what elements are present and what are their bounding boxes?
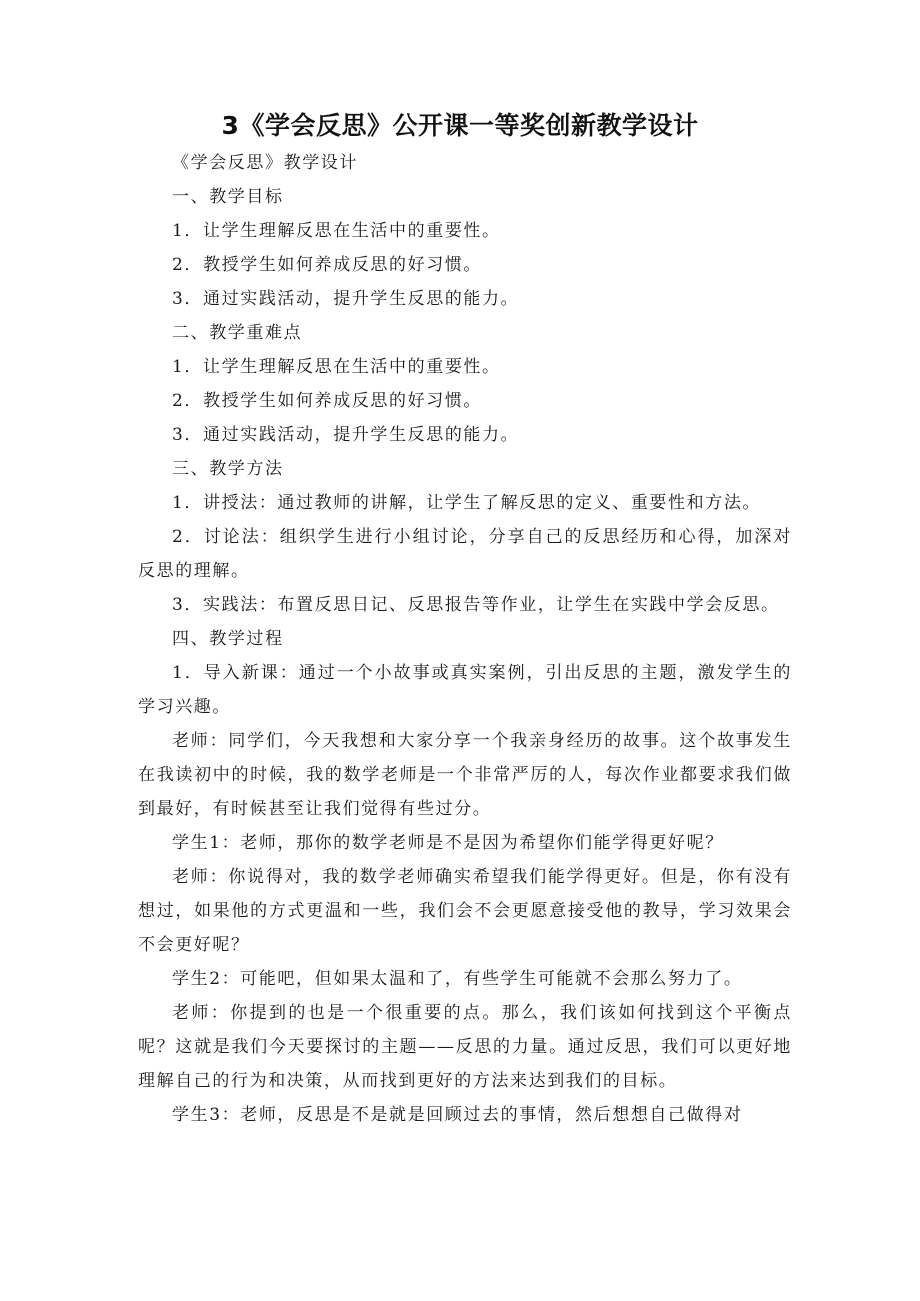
section-heading-objectives: 一、教学目标 [172,187,284,207]
method-item: 3．实践法：布置反思日记、反思报告等作业，让学生在实践中学会反思。 [172,595,780,615]
dialogue-paragraph: 学生3：老师，反思是不是就是回顾过去的事情，然后想想自己做得对 [172,1105,743,1125]
method-item: 1．讲授法：通过教师的讲解，让学生了解反思的定义、重要性和方法。 [172,493,762,513]
method-item: 2．讨论法：组织学生进行小组讨论，分享自己的反思经历和心得，加深对反思的理解。 [138,527,792,581]
process-item: 1．导入新课：通过一个小故事或真实案例，引出反思的主题，激发学生的学习兴趣。 [138,663,792,717]
objective-item: 2．教授学生如何养成反思的好习惯。 [172,255,483,275]
section-heading-process: 四、教学过程 [172,629,284,649]
key-point-item: 3．通过实践活动，提升学生反思的能力。 [172,425,520,445]
dialogue-paragraph: 老师：你说得对，我的数学老师确实希望我们能学得更好。但是，你有没有想过，如果他的方式更温和一些，我们会不会更愿意接受他的教导，学习效果会不会更好呢？ [138,867,792,955]
objective-item: 1．让学生理解反思在生活中的重要性。 [172,221,501,241]
key-point-item: 2．教授学生如何养成反思的好习惯。 [172,391,483,411]
dialogue-paragraph: 老师：同学们，今天我想和大家分享一个我亲身经历的故事。这个故事发生在我读初中的时候，我的数学老师是一个非常严厉的人，每次作业都要求我们做到最好，有时候甚至让我们觉得有些过分。 [138,731,792,819]
dialogue-paragraph: 学生2：可能吧，但如果太温和了，有些学生可能就不会那么努力了。 [172,969,743,989]
document-body [138,146,792,1132]
doc-subtitle: 《学会反思》教学设计 [172,153,358,173]
key-point-item: 1．让学生理解反思在生活中的重要性。 [172,357,501,377]
objective-item: 3．通过实践活动，提升学生反思的能力。 [172,289,520,309]
dialogue-paragraph: 学生1：老师，那你的数学老师是不是因为希望你们能学得更好呢？ [172,833,724,853]
dialogue-paragraph: 老师：你提到的也是一个很重要的点。那么，我们该如何找到这个平衡点呢？这就是我们今天要探讨的主题——反思的力量。通过反思，我们可以更好地理解自己的行为和决策，从而找到更好的方法来达到我们的目标。 [138,1003,792,1091]
section-heading-key-points: 二、教学重难点 [172,323,303,343]
document-title: 3《学会反思》公开课一等奖创新教学设计 [221,111,699,140]
section-heading-methods: 三、教学方法 [172,459,284,479]
